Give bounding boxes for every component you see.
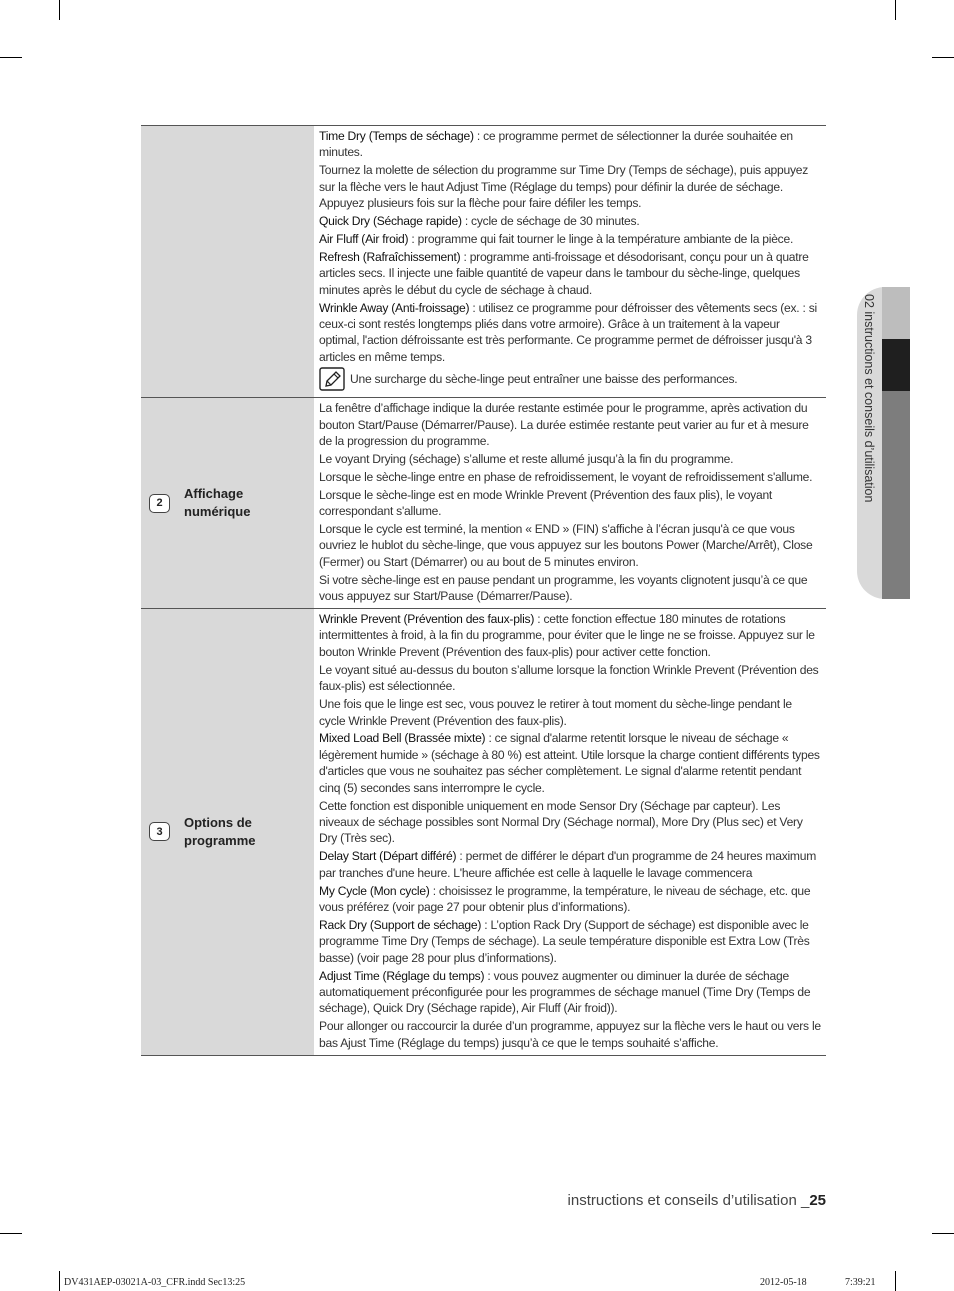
note-pencil-icon: [319, 367, 345, 391]
paragraph-text: Lorsque le cycle est terminé, la mention « END » (FIN) s'affiche à l’écran jusqu'à ce que vous ouvriez le hublot du sèche-linge, que vous appuyez sur les boutons Power (Marche/Arrêt), Close (Fermer) ou Start (Démarrer) ou au bout de 5 minutes environ.: [319, 522, 813, 569]
crop-mark: [895, 1271, 896, 1291]
description-paragraph: [319, 521, 821, 570]
description-paragraph: [319, 451, 821, 467]
row-label-cell: [141, 398, 314, 609]
feature-term: Adjust Time (Réglage du temps): [319, 968, 485, 983]
description-paragraph: [319, 662, 821, 695]
crop-mark: [932, 57, 954, 58]
description-paragraph: [319, 1018, 821, 1051]
paragraph-text: Si votre sèche-linge est en pause pendant un programme, les voyants clignotent jusqu’à ce que vous appuyez sur Start/Pause (Démarrer/Pause).: [319, 572, 808, 604]
feature-term: Refresh (Rafraîchissement): [319, 249, 461, 264]
description-paragraph: [319, 917, 821, 966]
paragraph-text: Lorsque le sèche-linge entre en phase de refroidissement, le voyant de refroidissement s'allume.: [319, 469, 813, 484]
description-paragraph: [319, 798, 821, 847]
row-content-cell: [314, 398, 826, 609]
crop-mark: [932, 1233, 954, 1234]
crop-mark: [59, 1271, 60, 1291]
description-paragraph: [319, 469, 821, 485]
footer-text: instructions et conseils d’utilisation _: [567, 1192, 810, 1209]
description-paragraph: [319, 128, 821, 161]
row-label: Options de programme: [184, 814, 256, 848]
feature-term: Mixed Load Bell (Brassée mixte): [319, 731, 486, 746]
paragraph-text: : programme qui fait tourner le linge à la température ambiante de la pièce.: [408, 231, 794, 246]
print-file-info: DV431AEP-03021A-03_CFR.indd Sec13:25: [64, 1277, 246, 1288]
row-content-cell: [314, 126, 826, 398]
side-tab-segment-active: [882, 339, 910, 391]
description-paragraph: [319, 968, 821, 1017]
note: [319, 367, 821, 391]
paragraph-text: : cycle de séchage de 30 minutes.: [461, 214, 640, 229]
description-paragraph: [319, 300, 821, 366]
instructions-table: [141, 125, 826, 1056]
paragraph-text: : permet de différer le départ d'un programme de 24 heures maximum par tranches d'une heure. L'heure affichée est celle à laquelle le lavage commencera: [319, 849, 817, 880]
feature-term: Rack Dry (Support de séchage): [319, 917, 482, 932]
paragraph-text: Lorsque le sèche-linge est en mode Wrinkle Prevent (Prévention des faux plis), le voyant correspondant s'allume.: [319, 487, 773, 519]
paragraph-text: : vous pouvez augmenter ou diminuer la durée de séchage automatiquement préconfigurée pour les programmes de séchage manuel (Time Dry (Temps de séchage), Quick Dry (Séchage rapide), Air Fluff (Air froid)).: [319, 968, 811, 1016]
description-paragraph: [319, 696, 821, 729]
description-paragraph: [319, 848, 821, 881]
description-paragraph: [319, 400, 821, 449]
paragraph-text: Pour allonger ou raccourcir la durée d’un programme, appuyez sur la flèche vers le haut ou vers le bas Ajust Time (Réglage du temps) jusqu’à ce que le temps souhaité s’affiche.: [319, 1019, 821, 1050]
crop-mark: [59, 0, 60, 20]
feature-term: Air Fluff (Air froid): [319, 231, 409, 246]
paragraph-text: : ce signal d'alarme retentit lorsque le niveau de séchage « légèrement humide » (séchage à 80 %) est atteint. Utile lorsque la charge contient différents types d'articles que vous ne souhaitez pas sécher complètement. Le signal d'alarme retentit pendant cinq (5) secondes sans interrompre le cycle.: [319, 731, 820, 795]
description-paragraph: [319, 231, 821, 247]
table-row: [141, 609, 826, 1056]
feature-term: Wrinkle Away (Anti-froissage): [319, 300, 470, 315]
paragraph-text: : programme anti-froissage et désodorisant, conçu pour un à quatre articles secs. Il injecte une faible quantité de vapeur dans le tambour du sèche-linge, quelques minutes après le début du cycle de séchage à chaud.: [319, 249, 809, 297]
description-paragraph: [319, 730, 821, 796]
feature-term: Quick Dry (Séchage rapide): [319, 214, 462, 229]
page-number: 25: [809, 1192, 826, 1209]
description-paragraph: [319, 487, 821, 520]
row-label-cell: [141, 126, 314, 398]
row-label-cell: [141, 609, 314, 1056]
row-content-cell: [314, 609, 826, 1056]
row-number-badge: 3: [149, 822, 170, 841]
page-footer: [568, 1192, 826, 1209]
row-number-badge: 2: [149, 494, 170, 513]
paragraph-text: : utilisez ce programme pour défroisser des vêtements secs (ex. : si ceux-ci sont restés longtemps pliés dans votre armoire). Grâce à un traitement à la vapeur optimal, l'action défroissante est très performante. Ce programme permet de défroisser jusqu'à 3 articles en même temps.: [319, 300, 817, 364]
table-row: [141, 126, 826, 398]
print-date: 2012-05-18: [760, 1277, 807, 1288]
paragraph-text: : choisissez le programme, la température, le niveau de séchage, etc. que vous préférez (voir page 27 pour obtenir plus d’informations).: [319, 883, 811, 914]
paragraph-text: : L’option Rack Dry (Support de séchage) est disponible avec le programme Time Dry (Temps de séchage). La seule température disponible est Extra Low (Très basse) (voir page 28 pour plus d’informations).: [319, 917, 810, 965]
side-tab-segment: [882, 391, 910, 599]
description-paragraph: [319, 213, 821, 229]
crop-mark: [0, 1233, 22, 1234]
note-text: Une surcharge du sèche-linge peut entraîner une baisse des performances.: [350, 371, 738, 386]
paragraph-text: Cette fonction est disponible uniquement en mode Sensor Dry (Séchage par capteur). Les niveaux de séchage possibles sont Normal Dry (Séchage normal), More Dry (Plus sec) et Very Dry (Très sec).: [319, 798, 803, 846]
paragraph-text: Tournez la molette de sélection du programme sur Time Dry (Temps de séchage), puis appuyez sur la flèche vers le haut Adjust Time (Réglage du temps) pour définir la durée de séchage. Appuyez plusieurs fois sur la flèche pour faire défiler les temps.: [319, 163, 809, 211]
description-paragraph: [319, 572, 821, 605]
feature-term: Wrinkle Prevent (Prévention des faux-plis): [319, 612, 535, 627]
side-tab-label: 02 instructions et conseils d’utilisation: [862, 294, 876, 503]
description-paragraph: [319, 162, 821, 211]
feature-term: My Cycle (Mon cycle): [319, 883, 430, 898]
side-tab-segment: [882, 287, 910, 339]
description-paragraph: [319, 249, 821, 298]
paragraph-text: Une fois que le linge est sec, vous pouvez le retirer à tout moment du sèche-linge pendant le cycle Wrinkle Prevent (Prévention des faux-plis).: [319, 697, 792, 728]
paragraph-text: : ce programme permet de sélectionner la durée souhaitée en minutes.: [319, 129, 793, 160]
paragraph-text: La fenêtre d’affichage indique la durée restante estimée pour le programme, après activation du bouton Start/Pause (Démarrer/Pause). La durée estimée restante peut varier au fur et à mesure de la progression du programme.: [319, 401, 809, 448]
paragraph-text: Le voyant Drying (séchage) s’allume et reste allumé jusqu’à la fin du programme.: [319, 451, 734, 466]
row-label: Affichage numérique: [184, 486, 251, 520]
paragraph-text: Le voyant situé au-dessus du bouton s’allume lorsque la fonction Wrinkle Prevent (Prévention des faux-plis) est sélectionnée.: [319, 662, 819, 694]
description-paragraph: [319, 611, 821, 660]
description-paragraph: [319, 883, 821, 916]
print-time: 7:39:21: [845, 1277, 876, 1288]
crop-mark: [895, 0, 896, 20]
table-row: [141, 398, 826, 609]
crop-mark: [0, 57, 22, 58]
paragraph-text: : cette fonction effectue 180 minutes de rotations intermittentes à froid, à la fin du programme, pour éviter que le linge ne se froisse. Appuyez sur le bouton Wrinkle Prevent (Prévention des faux-plis) pour activer cette fonction.: [319, 612, 815, 659]
feature-term: Delay Start (Départ différé): [319, 849, 457, 864]
feature-term: Time Dry (Temps de séchage): [319, 129, 474, 143]
